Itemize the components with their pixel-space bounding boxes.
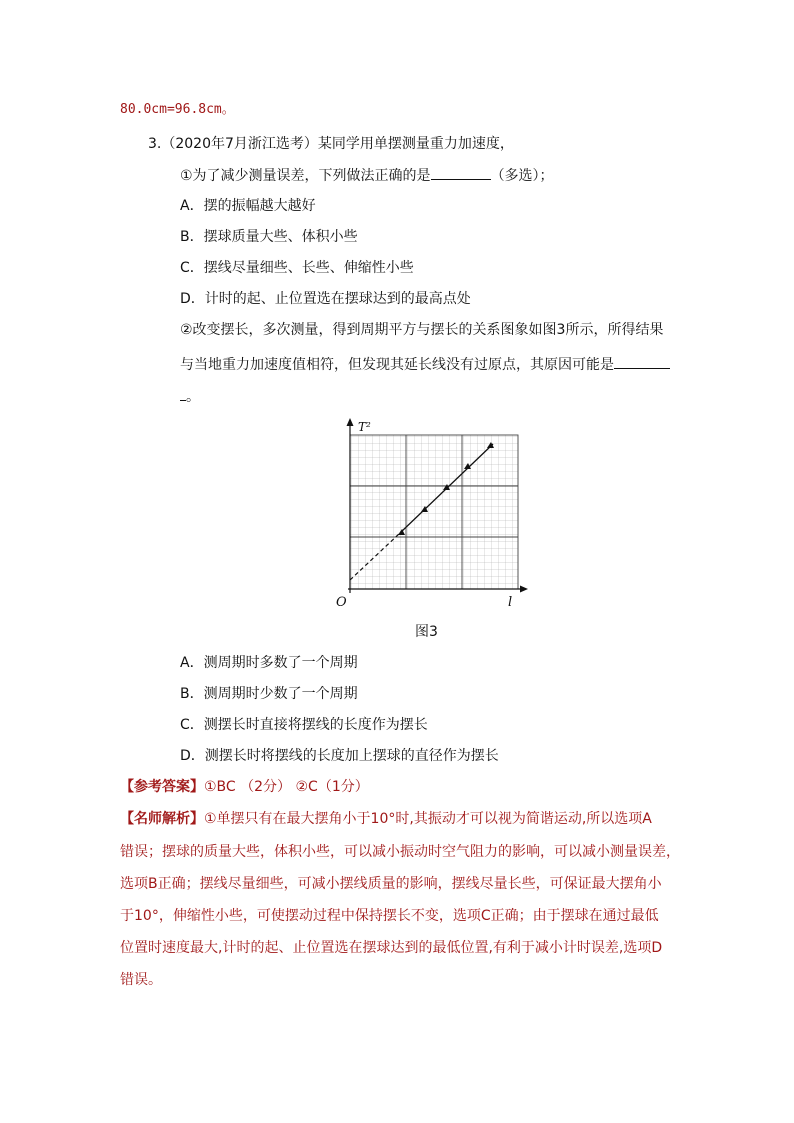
part1-option-a: A．摆的振幅越大越好 [180,198,316,214]
analysis-line-6: 错误。 [120,972,162,988]
part2-option-a: A．测周期时多数了一个周期 [180,655,358,671]
analysis-tag: 【名师解析】 [120,811,204,827]
y-axis-arrow [347,418,354,426]
answer-blank-1 [431,165,491,180]
answer-text: ①BC （2分） ②C（1分） [204,779,369,795]
reference-answer [120,777,369,797]
analysis-line-4: 于10°，伸缩性小些，可使摆动过程中保持摆长不变，选项C正确；由于摆球在通过最低 [120,908,659,924]
part2-option-b: B．测周期时少数了一个周期 [180,686,358,702]
answer-tag: 【参考答案】 [120,779,204,795]
question-header: 3.（2020年7月浙江选考）某同学用单摆测量重力加速度， [148,136,514,152]
part2-option-c: C．测摆长时直接将摆线的长度作为摆长 [180,717,428,733]
part2-option-d: D．测摆长时将摆线的长度加上摆球的直径作为摆长 [180,748,499,764]
analysis-line-5: 位置时速度最大,计时的起、止位置选在摆球达到的最低位置,有利于减小计时误差,选项D [120,940,663,956]
part2-line-2-text: 与当地重力加速度值相符，但发现其延长线没有过原点，其原因可能是 [180,357,614,373]
y-axis-label: T² [358,420,371,434]
origin-label: O [336,595,347,610]
part1-option-c: C．摆线尽量细些、长些、伸缩性小些 [180,260,414,276]
grid-fine [350,435,518,589]
part1-prompt [180,165,554,186]
part2-line-3 [180,386,200,407]
figure-caption: 图3 [415,624,438,640]
x-axis-label: l [508,595,513,610]
part1-prompt-after: （多选）； [490,168,554,184]
part1-option-b: B．摆球质量大些、体积小些 [180,229,358,245]
previous-answer-tail: 80.0cm=96.8cm。 [120,102,235,117]
part2-line-2 [180,354,670,375]
answer-blank-2 [614,354,670,369]
analysis-line-2: 错误；摆球的质量大些，体积小些，可以减小振动时空气阻力的影响，可以减小测量误差， [120,844,680,860]
part1-prompt-before: ①为了减少测量误差，下列做法正确的是 [180,168,431,184]
analysis-text-1: ①单摆只有在最大摆角小于10°时,其振动才可以视为简谐运动,所以选项A [204,811,652,827]
part2-line-1: ②改变摆长，多次测量，得到周期平方与摆长的关系图象如图3所示，所得结果 [180,322,664,338]
t2-vs-l-graph [330,415,530,615]
part1-option-d: D．计时的起、止位置选在摆球达到的最高点处 [180,291,471,307]
analysis-line-1 [120,809,652,829]
analysis-line-3: 选项B正确；摆线尽量细些，可减小摆线质量的影响，摆线尽量长些，可保证最大摆角小 [120,876,662,892]
x-axis-arrow [520,586,528,593]
part2-line-3-end: 。 [186,389,200,405]
